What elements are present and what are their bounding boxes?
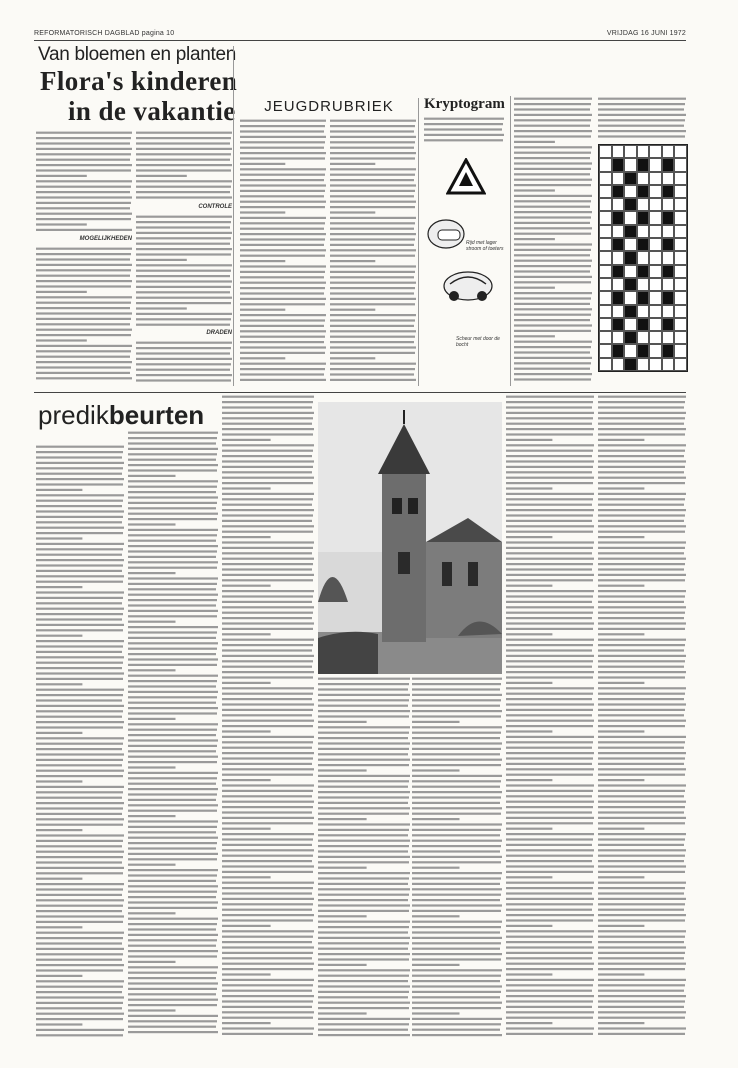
crossword-cell	[674, 291, 687, 304]
crossword-cell	[624, 225, 637, 238]
crossword-cell	[649, 344, 662, 357]
crossword-cell	[662, 172, 675, 185]
crossword-cell	[662, 278, 675, 291]
crossword-cell	[637, 172, 650, 185]
crossword-cell	[662, 331, 675, 344]
crossword-cell	[637, 185, 650, 198]
crossword-cell	[624, 291, 637, 304]
crossword-cell	[624, 145, 637, 158]
crossword-cell	[637, 158, 650, 171]
crossword-cell	[662, 145, 675, 158]
crossword-cell	[624, 251, 637, 264]
crossword-cell	[637, 305, 650, 318]
crossword-cell	[649, 251, 662, 264]
crossword-cell	[649, 158, 662, 171]
column-divider	[233, 46, 234, 386]
crossword-cell	[662, 344, 675, 357]
jeugd-title: JEUGDRUBRIEK	[264, 98, 394, 115]
crossword-cell	[637, 278, 650, 291]
crossword-cell	[624, 185, 637, 198]
crossword-cell	[662, 305, 675, 318]
crossword-cell	[612, 145, 625, 158]
crossword-cell	[637, 344, 650, 357]
header-rule	[34, 40, 686, 41]
crossword-cell	[624, 172, 637, 185]
article-kicker: Van bloemen en planten	[38, 44, 236, 65]
crossword-cell	[662, 185, 675, 198]
crossword-cell	[649, 331, 662, 344]
crossword-cell	[674, 172, 687, 185]
crossword-cell	[599, 172, 612, 185]
crossword-cell	[612, 265, 625, 278]
crossword-cell	[612, 318, 625, 331]
article-column-2	[136, 130, 232, 202]
predik-column-6	[598, 394, 686, 1040]
crossword-cell	[599, 358, 612, 371]
crossword-cell	[599, 344, 612, 357]
crossword-cell	[637, 358, 650, 371]
jeugd-column-1	[240, 118, 326, 386]
crossword-cell	[649, 145, 662, 158]
article-subhead-2: CONTROLE	[198, 204, 232, 210]
crossword-cell	[599, 278, 612, 291]
crossword-cell	[624, 238, 637, 251]
crossword-cell	[599, 238, 612, 251]
crossword-cell	[599, 145, 612, 158]
crossword-cell	[649, 291, 662, 304]
crossword-cell	[649, 225, 662, 238]
crossword-cell	[599, 265, 612, 278]
crossword-cell	[662, 318, 675, 331]
crossword-cell	[649, 211, 662, 224]
crossword-cell	[599, 198, 612, 211]
crossword-cell	[637, 225, 650, 238]
crossword-cell	[674, 238, 687, 251]
crossword-cell	[662, 158, 675, 171]
sign-caption-1: Rijd met lager stroom of toeters	[466, 240, 504, 252]
crossword-cell	[599, 211, 612, 224]
crossword-cell	[662, 251, 675, 264]
article-column-1b	[36, 246, 132, 386]
article-subhead-1: MOGELIJKHEDEN	[79, 236, 132, 242]
predik-column-5	[506, 394, 594, 1040]
kryptogram-intro	[424, 116, 504, 146]
crossword-cell	[662, 358, 675, 371]
jeugd-column-2	[330, 118, 416, 386]
article-column-1	[36, 130, 132, 236]
crossword-cell	[612, 198, 625, 211]
crossword-cell	[624, 344, 637, 357]
crossword-cell	[637, 145, 650, 158]
kryptogram-clues-1	[514, 96, 592, 386]
crossword-cell	[637, 198, 650, 211]
crossword-cell	[674, 211, 687, 224]
predik-column-1	[36, 444, 124, 1040]
column-divider-2	[418, 98, 419, 386]
crossword-cell	[662, 265, 675, 278]
crossword-cell	[637, 331, 650, 344]
crossword-cell	[624, 198, 637, 211]
crossword-cell	[637, 265, 650, 278]
article-column-2c	[136, 340, 232, 386]
crossword-cell	[637, 318, 650, 331]
car-cartoon-icon	[424, 200, 504, 320]
crossword-cell	[649, 278, 662, 291]
crossword-cell	[612, 305, 625, 318]
crossword-cell	[612, 278, 625, 291]
crossword-cell	[662, 225, 675, 238]
crossword-cell	[624, 305, 637, 318]
photo-caption-text	[318, 676, 410, 1040]
crossword-cell	[599, 225, 612, 238]
crossword-cell	[674, 185, 687, 198]
crossword-cell	[674, 225, 687, 238]
column-divider-3	[510, 96, 511, 386]
crossword-cell	[599, 331, 612, 344]
crossword-cell	[674, 145, 687, 158]
crossword-cell	[649, 305, 662, 318]
header-right: VRIJDAG 16 JUNI 1972	[606, 30, 686, 37]
crossword-cell	[624, 265, 637, 278]
crossword-cell	[649, 265, 662, 278]
crossword-cell	[637, 211, 650, 224]
article-title-2: in de vakantie	[68, 96, 236, 126]
crossword-cell	[612, 344, 625, 357]
crossword-cell	[649, 358, 662, 371]
crossword-cell	[674, 331, 687, 344]
section-rule	[34, 392, 686, 393]
crossword-cell	[674, 358, 687, 371]
crossword-cell	[624, 211, 637, 224]
warning-sign-icon	[446, 158, 486, 196]
predik-column-4	[412, 676, 502, 1040]
crossword-cell	[612, 225, 625, 238]
crossword-cell	[649, 238, 662, 251]
article-column-2b	[136, 214, 232, 328]
crossword-cell	[649, 172, 662, 185]
crossword-cell	[624, 318, 637, 331]
crossword-cell	[599, 158, 612, 171]
crossword-cell	[662, 291, 675, 304]
crossword-cell	[612, 251, 625, 264]
crossword-cell	[674, 305, 687, 318]
predik-column-2	[128, 430, 218, 1040]
crossword-cell	[612, 358, 625, 371]
crossword-cell	[674, 251, 687, 264]
kryptogram-clues-2	[598, 96, 686, 142]
crossword-cell	[612, 238, 625, 251]
page-header	[34, 30, 686, 40]
crossword-grid	[598, 144, 688, 372]
crossword-cell	[674, 158, 687, 171]
crossword-cell	[649, 185, 662, 198]
crossword-cell	[649, 318, 662, 331]
crossword-cell	[674, 278, 687, 291]
predik-heading	[38, 400, 204, 431]
crossword-cell	[674, 318, 687, 331]
crossword-cell	[612, 331, 625, 344]
crossword-cell	[662, 198, 675, 211]
article-subhead-3: DRADEN	[206, 330, 232, 336]
crossword-cell	[662, 238, 675, 251]
crossword-cell	[674, 198, 687, 211]
crossword-cell	[624, 358, 637, 371]
article-title-1: Flora's kinderen	[40, 66, 238, 96]
crossword-cell	[599, 251, 612, 264]
crossword-cell	[624, 331, 637, 344]
crossword-cell	[612, 211, 625, 224]
crossword-cell	[637, 238, 650, 251]
crossword-cell	[624, 158, 637, 171]
crossword-cell	[674, 344, 687, 357]
crossword-cell	[637, 291, 650, 304]
sign-caption-2: Scheur met door de bocht	[456, 336, 500, 348]
predik-suffix: beurten	[108, 400, 205, 430]
crossword-cell	[612, 158, 625, 171]
crossword-cell	[624, 278, 637, 291]
crossword-cell	[599, 291, 612, 304]
crossword-cell	[674, 265, 687, 278]
church-photo	[318, 402, 502, 674]
predik-column-3	[222, 394, 314, 1040]
crossword-cell	[637, 251, 650, 264]
crossword-cell	[662, 211, 675, 224]
kryptogram-title: Kryptogram	[424, 96, 505, 112]
crossword-cell	[612, 172, 625, 185]
predik-prefix: predik	[38, 400, 109, 430]
crossword-cell	[612, 291, 625, 304]
crossword-cell	[599, 305, 612, 318]
crossword-cell	[649, 198, 662, 211]
header-left: REFORMATORISCH DAGBLAD pagina 10	[34, 30, 175, 37]
crossword-cell	[599, 318, 612, 331]
crossword-cell	[612, 185, 625, 198]
crossword-cell	[599, 185, 612, 198]
